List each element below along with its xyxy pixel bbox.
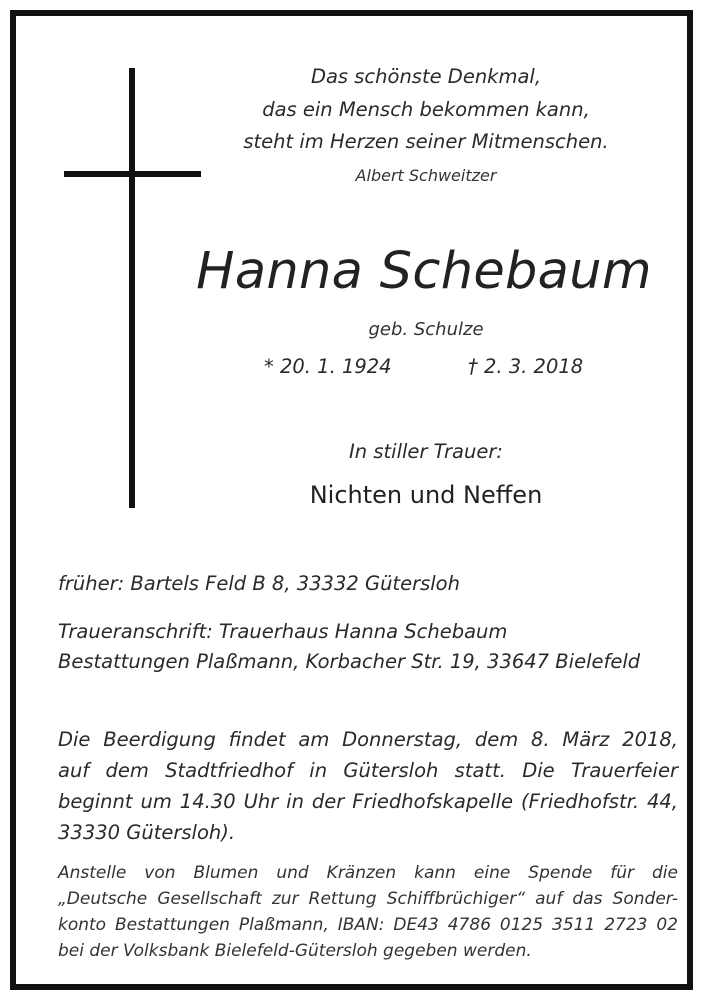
funeral-paragraph bbox=[58, 724, 678, 848]
deceased-name: Hanna Schebaum bbox=[196, 242, 652, 301]
obituary-frame bbox=[10, 10, 693, 990]
quote-author: Albert Schweitzer bbox=[355, 166, 497, 185]
birth-name: geb. Schulze bbox=[368, 319, 484, 340]
mourners: Nichten und Neffen bbox=[309, 481, 543, 509]
quote-line-1: Das schönste Denkmal, bbox=[310, 65, 542, 88]
funeral-line: beginnt um 14.30 Uhr in der Friedhofskapelle (Friedhofstr. 44, bbox=[58, 790, 678, 813]
birth-date: * 20. 1. 1924 bbox=[264, 355, 392, 378]
quote-line-2: das ein Mensch bekommen kann, bbox=[262, 98, 590, 121]
former-address: früher: Bartels Feld B 8, 33332 Gütersloh bbox=[58, 572, 460, 595]
donation-line: Anstelle von Blumen und Kränzen kann eine Spende für die bbox=[58, 863, 678, 883]
mourning-address-line-1: Traueranschrift: Trauerhaus Hanna Schebaum bbox=[58, 620, 508, 643]
death-date: † 2. 3. 2018 bbox=[468, 355, 584, 378]
funeral-line: auf dem Stadtfriedhof in Gütersloh statt. Die Trauerfeier bbox=[58, 759, 678, 782]
funeral-line: Die Beerdigung findet am Donnerstag, dem 8. März 2018, bbox=[58, 728, 678, 751]
donation-paragraph bbox=[58, 860, 678, 964]
donation-line: konto Bestattungen Plaßmann, IBAN: DE43 4786 0125 3511 2723 02 bbox=[58, 915, 678, 935]
cross-icon-horizontal-bar bbox=[64, 171, 201, 177]
quote-line-3: steht im Herzen seiner Mitmenschen. bbox=[243, 130, 609, 153]
funeral-line: 33330 Gütersloh). bbox=[58, 821, 236, 844]
cross-icon-vertical-bar bbox=[129, 68, 135, 508]
mourning-address-line-2: Bestattungen Plaßmann, Korbacher Str. 19, 33647 Bielefeld bbox=[58, 650, 641, 673]
mourning-intro: In stiller Trauer: bbox=[349, 440, 503, 463]
donation-line: bei der Volksbank Bielefeld-Gütersloh gegeben werden. bbox=[58, 941, 532, 961]
donation-line: „Deutsche Gesellschaft zur Rettung Schiffbrüchiger“ auf das Sonder- bbox=[58, 889, 678, 909]
